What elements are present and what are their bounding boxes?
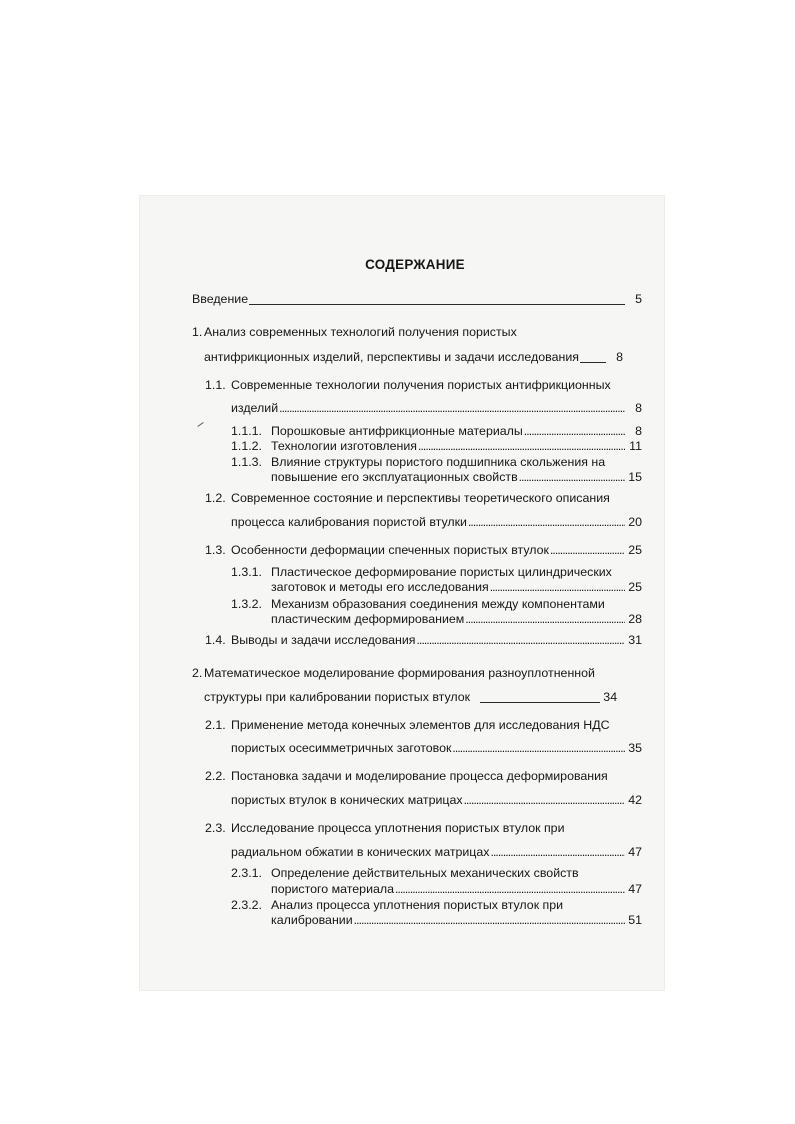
leader-dots xyxy=(452,741,625,756)
leader-dots xyxy=(490,580,625,595)
toc-number: 2.3. xyxy=(205,821,226,835)
toc-title: СОДЕРЖАНИЕ xyxy=(365,257,465,272)
toc-entry-text: Механизм образования соединения между компонентами xyxy=(271,597,605,611)
page-number: 20 xyxy=(628,515,642,529)
toc-entry-text: пористых втулок в конических матрицах xyxy=(231,793,463,807)
toc-section-1-2-cont[interactable] xyxy=(231,515,642,530)
leader-line xyxy=(480,691,600,703)
toc-number: 1.1.1. xyxy=(231,424,263,438)
toc-section-1-2[interactable] xyxy=(205,491,610,506)
toc-entry-text: Применение метода конечных элементов для исследования НДС xyxy=(231,718,610,732)
page-number: 5 xyxy=(635,292,642,306)
page-number: 28 xyxy=(628,612,642,626)
toc-entry-text: радиальном обжатии в конических матрицах xyxy=(231,845,490,859)
leader-dots xyxy=(418,439,625,454)
toc-chapter-1-cont[interactable] xyxy=(204,350,642,365)
toc-entry-text: Постановка задачи и моделирование процесса деформирования xyxy=(231,769,608,783)
page-number: 8 xyxy=(616,350,623,364)
toc-number: 1.1.3. xyxy=(231,455,263,469)
toc-number: 1.4. xyxy=(205,633,226,647)
toc-subsection-1-3-1-cont[interactable] xyxy=(271,580,642,595)
toc-entry-text: Современное состояние и перспективы теоретического описания xyxy=(231,491,610,505)
page-number: 47 xyxy=(628,845,642,859)
toc-number: 2.2. xyxy=(205,769,226,783)
page-number: 8 xyxy=(635,401,642,415)
toc-subsection-2-3-2[interactable] xyxy=(231,898,563,913)
toc-number: 1.2. xyxy=(205,491,226,505)
page-number: 47 xyxy=(628,882,642,896)
leader-dots xyxy=(519,470,625,485)
toc-entry-text: пористых осесимметричных заготовок xyxy=(231,741,452,755)
toc-number: 2. xyxy=(192,666,203,680)
toc-entry-text: повышение его эксплуатационных свойств xyxy=(271,470,518,484)
toc-entry-text: Пластическое деформирование пористых цилиндрических xyxy=(271,565,612,579)
page-number: 25 xyxy=(628,543,642,557)
toc-number: 2.1. xyxy=(205,718,226,732)
toc-entry-text: пористого материала xyxy=(271,882,395,896)
toc-subsection-1-1-3[interactable] xyxy=(231,455,605,470)
toc-number: 2.3.2. xyxy=(231,898,263,912)
toc-subsection-2-3-1[interactable] xyxy=(231,866,579,881)
toc-section-1-4[interactable] xyxy=(205,633,642,648)
toc-subsection-1-1-3-cont[interactable] xyxy=(271,470,642,485)
toc-section-1-1[interactable] xyxy=(205,378,611,393)
page-number: 34 xyxy=(603,690,618,704)
toc-chapter-1[interactable] xyxy=(192,325,517,340)
toc-entry-text: Анализ процесса уплотнения пористых втулок при xyxy=(271,898,564,912)
toc-section-2-3[interactable] xyxy=(205,821,565,836)
toc-entry-text: антифрикционных изделий, перспективы и задачи исследования xyxy=(204,350,579,364)
toc-entry-text: Анализ современных технологий получения пористых xyxy=(204,325,517,339)
toc-entry-text: Технологии изготовления xyxy=(271,439,417,453)
toc-section-2-2-cont[interactable] xyxy=(231,793,642,808)
leader-dots xyxy=(468,515,625,530)
toc-subsection-1-3-1[interactable] xyxy=(231,565,612,580)
toc-entry-text: пластическим деформированием xyxy=(271,612,465,626)
toc-entry-text: Влияние структуры пористого подшипника скольжения на xyxy=(271,455,606,469)
toc-section-2-1[interactable] xyxy=(205,718,610,733)
toc-section-2-2[interactable] xyxy=(205,769,608,784)
toc-section-2-1-cont[interactable] xyxy=(231,741,642,756)
toc-subsection-1-1-1[interactable] xyxy=(231,424,642,439)
toc-entry-text: калибровании xyxy=(271,913,353,927)
toc-section-1-1-cont[interactable] xyxy=(231,401,642,416)
page-number: 31 xyxy=(628,633,642,647)
toc-chapter-2-cont[interactable] xyxy=(204,690,642,705)
leader-dots xyxy=(354,913,625,928)
leader-dots xyxy=(491,845,626,860)
toc-entry-text: Определение действительных механических свойств xyxy=(271,866,579,880)
toc-entry-intro[interactable] xyxy=(192,292,642,307)
toc-number: 2.3.1. xyxy=(231,866,263,880)
toc-entry-text: Современные технологии получения пористых антифрикционных xyxy=(231,378,611,392)
toc-entry-text: Порошковые антифрикционные материалы xyxy=(271,424,523,438)
leader-dots xyxy=(279,401,625,416)
toc-entry-text: изделий xyxy=(231,401,279,415)
page-number: 25 xyxy=(628,580,642,594)
toc-number: 1.3.2. xyxy=(231,597,263,611)
toc-number: 1.3. xyxy=(205,543,226,557)
toc-subsection-2-3-2-cont[interactable] xyxy=(271,913,642,928)
leader-dots xyxy=(395,882,625,897)
toc-subsection-1-1-2[interactable] xyxy=(231,439,642,454)
toc-section-2-3-cont[interactable] xyxy=(231,845,642,860)
toc-entry-text: Математическое моделирование формирования разноуплотненной xyxy=(204,666,595,680)
leader-dots xyxy=(550,543,625,558)
toc-entry-text: процесса калибрования пористой втулки xyxy=(231,515,467,529)
toc-entry-text: Особенности деформации спеченных пористых втулок xyxy=(231,543,549,557)
toc-number: 1. xyxy=(192,325,203,339)
page-number: 35 xyxy=(628,741,642,755)
page-number: 51 xyxy=(628,913,642,927)
toc-number: 1.1.2. xyxy=(231,439,263,453)
leader-dots xyxy=(524,424,625,439)
page-number: 11 xyxy=(629,439,642,453)
leader-dots xyxy=(417,633,625,648)
toc-entry-text: структуры при калибровании пористых втулок xyxy=(204,690,471,704)
page-number: 8 xyxy=(635,424,642,438)
leader-line xyxy=(580,351,606,363)
toc-entry-text: Введение xyxy=(192,292,249,306)
toc-number: 1.3.1. xyxy=(231,565,263,579)
toc-section-1-3[interactable] xyxy=(205,543,642,558)
page-number: 42 xyxy=(628,793,642,807)
toc-number: 1.1. xyxy=(205,378,226,392)
page-number: 15 xyxy=(628,470,642,484)
toc-entry-text: Выводы и задачи исследования xyxy=(231,633,416,647)
toc-entry-text: Исследование процесса уплотнения пористых втулок при xyxy=(231,821,565,835)
toc-subsection-2-3-1-cont[interactable] xyxy=(271,882,642,897)
leader-dots xyxy=(464,793,625,808)
leader-line xyxy=(249,293,625,305)
toc-entry-text: заготовок и методы его исследования xyxy=(271,580,489,594)
toc-subsection-1-3-2-cont[interactable] xyxy=(271,612,642,627)
toc-subsection-1-3-2[interactable] xyxy=(231,597,605,612)
toc-chapter-2[interactable] xyxy=(192,666,595,681)
leader-dots xyxy=(465,612,625,627)
